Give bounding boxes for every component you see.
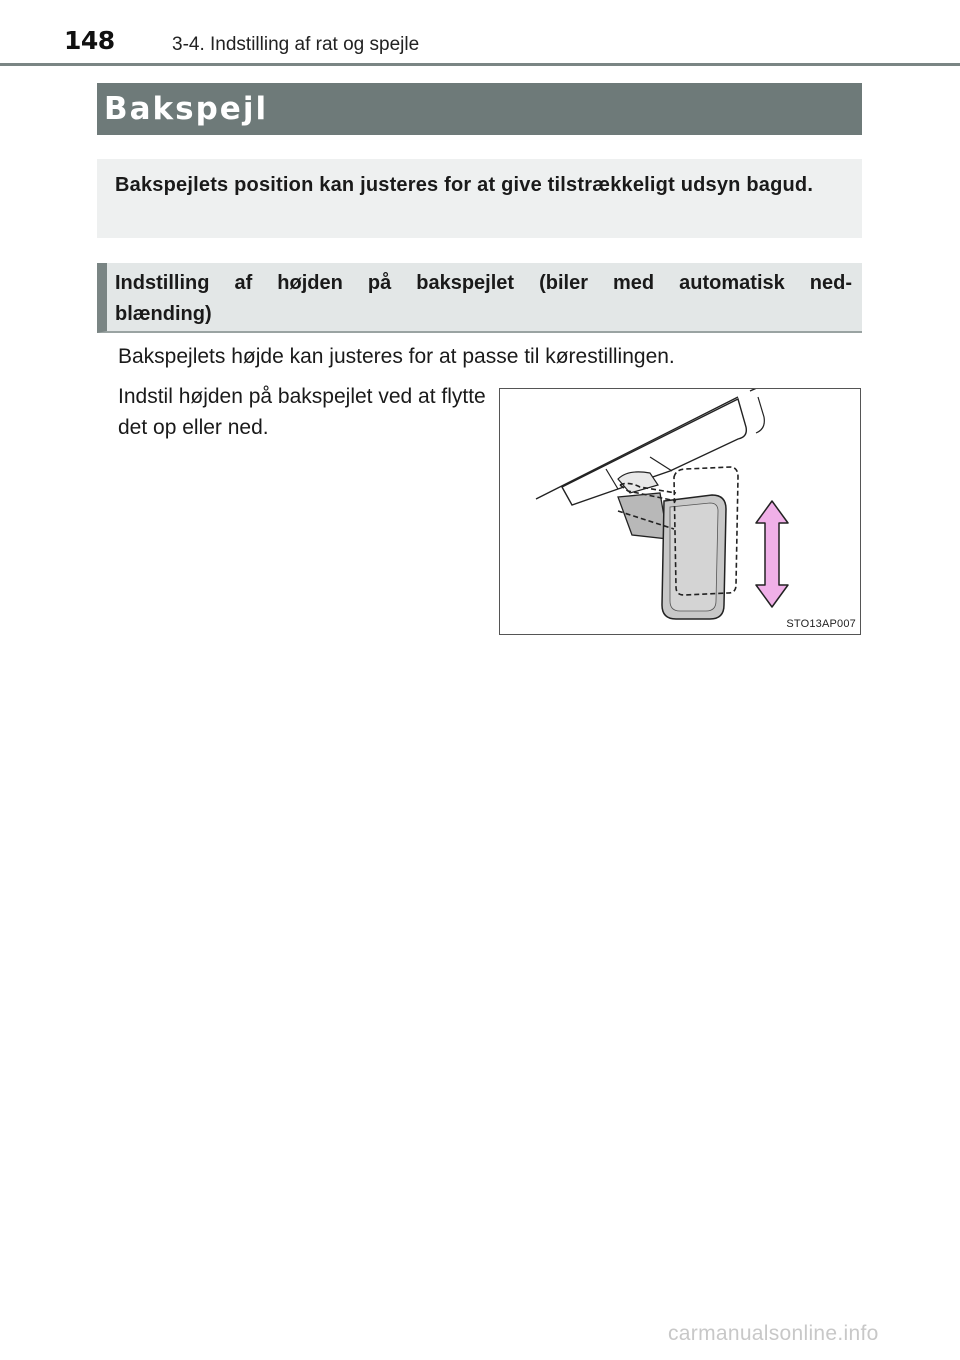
chapter-heading: 3-4. Indstilling af rat og spejle: [172, 34, 420, 55]
subsection-title-line2: blænding): [115, 303, 212, 325]
mirror-stem: [618, 493, 668, 539]
intro-text: Bakspejlets position kan justeres for at give tilstrækkeligt udsyn bagud.: [115, 174, 814, 196]
subsection-heading: [97, 263, 862, 333]
watermark: carmanualsonline.info: [668, 1322, 879, 1345]
mirror-mount: [618, 472, 658, 493]
subsection-title-line1: Indstilling af højden på bakspejlet (biler med automatisk ned-: [115, 272, 852, 294]
roof-edge: [756, 397, 764, 433]
section-title-bar: [97, 83, 862, 135]
page-number: 148: [64, 26, 115, 55]
intro-box: [97, 159, 862, 238]
figure-code: STO13AP007: [786, 618, 856, 630]
section-title: Bakspejl: [104, 91, 269, 127]
header-divider: [0, 63, 960, 66]
mirror-illustration: [499, 388, 861, 635]
mirror-drawing: [500, 389, 860, 634]
paragraph-instruction: Indstil højden på bakspejlet ved at flytte det op eller ned.: [118, 385, 486, 439]
roof-line-upper: [750, 389, 768, 391]
up-down-arrow: [756, 501, 788, 607]
paragraph-height-info: Bakspejlets højde kan justeres for at passe til kørestillingen.: [118, 345, 675, 368]
